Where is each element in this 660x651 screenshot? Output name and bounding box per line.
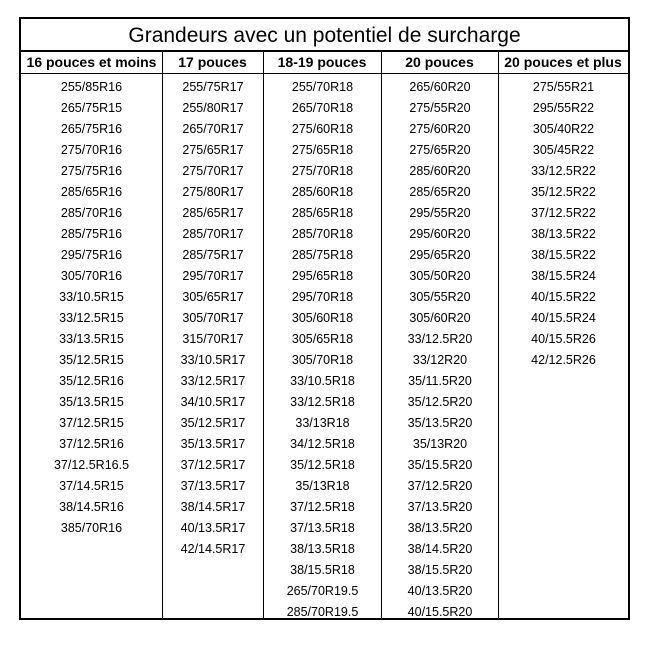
tire-size-cell: 285/75R18 xyxy=(291,248,354,262)
tire-size-cell: 275/70R18 xyxy=(291,164,354,178)
tire-size-cell: 33/10.5R17 xyxy=(180,353,246,367)
tire-size-cell: 37/12.5R16.5 xyxy=(53,458,130,472)
tire-size-cell: 305/70R17 xyxy=(182,311,244,325)
tire-size-cell: 42/14.5R17 xyxy=(180,542,246,556)
tire-size-cell: 285/70R19.5 xyxy=(286,605,359,619)
tire-size-cell: 37/12.5R22 xyxy=(531,206,596,220)
tire-size-cell: 285/65R18 xyxy=(291,206,354,220)
column-header-16-and-under: 16 pouces et moins xyxy=(26,54,157,70)
tire-size-cell: 275/65R18 xyxy=(291,143,354,157)
tire-size-cell: 40/13.5R17 xyxy=(180,521,246,535)
column-header-18-19: 18-19 pouces xyxy=(277,54,367,70)
tire-size-cell: 385/70R16 xyxy=(60,521,123,535)
tire-size-cell: 295/65R18 xyxy=(291,269,354,283)
tire-size-cell: 275/65R17 xyxy=(182,143,244,157)
size-column-17 xyxy=(163,74,263,618)
tire-size-cell: 40/13.5R20 xyxy=(407,584,473,598)
tire-size-cell: 37/13.5R17 xyxy=(180,479,246,493)
tire-size-cell: 305/70R16 xyxy=(60,269,123,283)
tire-size-cell: 275/70R16 xyxy=(60,143,123,157)
tire-size-cell: 255/80R17 xyxy=(182,101,244,115)
tire-size-cell: 33/12.5R20 xyxy=(407,332,473,346)
tire-size-cell: 37/12.5R15 xyxy=(59,416,124,430)
tire-size-cell: 42/12.5R26 xyxy=(531,353,596,367)
tire-size-table xyxy=(19,17,630,620)
tire-size-cell: 37/12.5R16 xyxy=(59,437,124,451)
tire-size-cell: 37/14.5R15 xyxy=(59,479,124,493)
tire-size-cell: 255/70R18 xyxy=(291,80,354,94)
tire-size-cell: 295/75R16 xyxy=(60,248,123,262)
tire-size-cell: 33/13R18 xyxy=(295,416,350,430)
tire-size-cell: 38/15.5R18 xyxy=(290,563,355,577)
tire-size-cell: 285/70R18 xyxy=(291,227,354,241)
tire-size-cell: 285/65R17 xyxy=(182,206,244,220)
tire-size-cell: 305/60R18 xyxy=(291,311,354,325)
tire-size-cell: 40/15.5R26 xyxy=(531,332,596,346)
tire-size-cell: 285/75R16 xyxy=(60,227,123,241)
tire-size-cell: 35/13.5R20 xyxy=(407,416,473,430)
tire-size-cell: 38/13.5R22 xyxy=(531,227,596,241)
tire-size-cell: 35/13R20 xyxy=(412,437,468,451)
tire-size-cell: 35/12.5R16 xyxy=(59,374,124,388)
tire-size-cell: 265/70R19.5 xyxy=(286,584,359,598)
tire-size-cell: 33/10.5R15 xyxy=(59,290,124,304)
tire-size-cell: 35/13.5R17 xyxy=(180,437,246,451)
tire-size-cell: 37/12.5R18 xyxy=(290,500,355,514)
tire-size-cell: 35/13.5R15 xyxy=(59,395,124,409)
tire-size-cell: 33/13.5R15 xyxy=(59,332,124,346)
tire-size-cell: 40/15.5R22 xyxy=(531,290,596,304)
tire-size-cell: 37/12.5R17 xyxy=(180,458,246,472)
tire-size-cell: 35/12.5R20 xyxy=(407,395,473,409)
tire-size-cell: 305/65R18 xyxy=(291,332,354,346)
tire-size-cell: 295/70R18 xyxy=(291,290,354,304)
tire-size-cell: 255/85R16 xyxy=(60,80,123,94)
column-header-17: 17 pouces xyxy=(178,54,247,70)
tire-size-cell: 285/75R17 xyxy=(182,248,244,262)
tire-size-cell: 38/14.5R16 xyxy=(59,500,124,514)
tire-size-cell: 35/15.5R20 xyxy=(407,458,473,472)
size-column-18-19 xyxy=(264,74,381,618)
tire-size-cell: 40/15.5R20 xyxy=(407,605,473,619)
tire-size-cell: 265/75R15 xyxy=(60,101,123,115)
tire-size-cell: 305/40R22 xyxy=(532,122,595,136)
tire-size-cell: 285/65R20 xyxy=(409,185,471,199)
column-header-20-plus: 20 pouces et plus xyxy=(504,54,622,70)
tire-size-cell: 37/12.5R20 xyxy=(407,479,473,493)
tire-size-cell: 295/65R20 xyxy=(409,248,471,262)
tire-size-cell: 38/15.5R20 xyxy=(407,563,473,577)
tire-size-cell: 285/60R18 xyxy=(291,185,354,199)
tire-size-cell: 305/60R20 xyxy=(409,311,471,325)
tire-size-cell: 33/12R20 xyxy=(412,353,468,367)
tire-size-cell: 37/13.5R18 xyxy=(290,521,355,535)
tire-size-cell: 285/70R16 xyxy=(60,206,123,220)
tire-size-cell: 275/55R21 xyxy=(532,80,595,94)
table-title: Grandeurs avec un potentiel de surcharge xyxy=(21,19,628,52)
tire-size-cell: 315/70R17 xyxy=(182,332,244,346)
tire-size-cell: 275/60R18 xyxy=(291,122,354,136)
tire-size-cell: 305/50R20 xyxy=(409,269,471,283)
tire-size-cell: 265/70R18 xyxy=(291,101,354,115)
tire-size-cell: 295/55R20 xyxy=(409,206,471,220)
tire-size-cell: 38/14.5R20 xyxy=(407,542,473,556)
tire-size-cell: 33/12.5R22 xyxy=(531,164,596,178)
tire-size-cell: 34/12.5R18 xyxy=(290,437,355,451)
tire-size-cell: 255/75R17 xyxy=(182,80,244,94)
tire-size-cell: 275/75R16 xyxy=(60,164,123,178)
tire-size-cell: 35/12.5R22 xyxy=(531,185,596,199)
tire-size-cell: 35/11.5R20 xyxy=(408,374,472,388)
tire-size-cell: 275/70R17 xyxy=(182,164,244,178)
tire-size-cell: 37/13.5R20 xyxy=(407,500,473,514)
tire-size-cell: 35/13R18 xyxy=(295,479,350,493)
tire-size-cell: 35/12.5R18 xyxy=(290,458,355,472)
tire-size-cell: 265/70R17 xyxy=(182,122,244,136)
size-column-20 xyxy=(382,74,498,618)
tire-size-cell: 38/13.5R20 xyxy=(407,521,473,535)
tire-size-cell: 275/60R20 xyxy=(409,122,471,136)
tire-size-cell: 295/70R17 xyxy=(182,269,244,283)
header-row xyxy=(21,52,628,74)
tire-size-cell: 275/65R20 xyxy=(409,143,471,157)
tire-size-cell: 38/13.5R18 xyxy=(290,542,355,556)
tire-size-cell: 305/45R22 xyxy=(532,143,595,157)
tire-size-cell: 285/65R16 xyxy=(60,185,123,199)
tire-size-cell: 265/60R20 xyxy=(409,80,471,94)
tire-size-cell: 38/15.5R24 xyxy=(531,269,596,283)
tire-size-cell: 285/60R20 xyxy=(409,164,471,178)
tire-size-cell: 34/10.5R17 xyxy=(180,395,246,409)
tire-size-cell: 40/15.5R24 xyxy=(531,311,596,325)
tire-size-cell: 275/55R20 xyxy=(409,101,471,115)
tire-size-cell: 305/55R20 xyxy=(409,290,471,304)
tire-size-cell: 305/65R17 xyxy=(182,290,244,304)
tire-size-cell: 33/12.5R15 xyxy=(59,311,124,325)
size-column-20-plus xyxy=(499,74,628,618)
tire-size-cell: 295/55R22 xyxy=(532,101,595,115)
tire-size-cell: 265/75R16 xyxy=(60,122,123,136)
size-column-16-and-under xyxy=(21,74,162,618)
tire-size-cell: 33/10.5R18 xyxy=(290,374,355,388)
tire-size-cell: 35/12.5R17 xyxy=(180,416,246,430)
tire-size-cell: 38/14.5R17 xyxy=(180,500,246,514)
tire-size-cell: 295/60R20 xyxy=(409,227,471,241)
tire-size-cell: 285/70R17 xyxy=(182,227,244,241)
tire-size-cell: 275/80R17 xyxy=(182,185,244,199)
tire-size-cell: 33/12.5R18 xyxy=(290,395,355,409)
tire-size-cell: 33/12.5R17 xyxy=(180,374,246,388)
tire-size-cell: 305/70R18 xyxy=(291,353,354,367)
tire-size-cell: 38/15.5R22 xyxy=(531,248,596,262)
column-header-20: 20 pouces xyxy=(405,54,474,70)
tire-size-cell: 35/12.5R15 xyxy=(59,353,124,367)
